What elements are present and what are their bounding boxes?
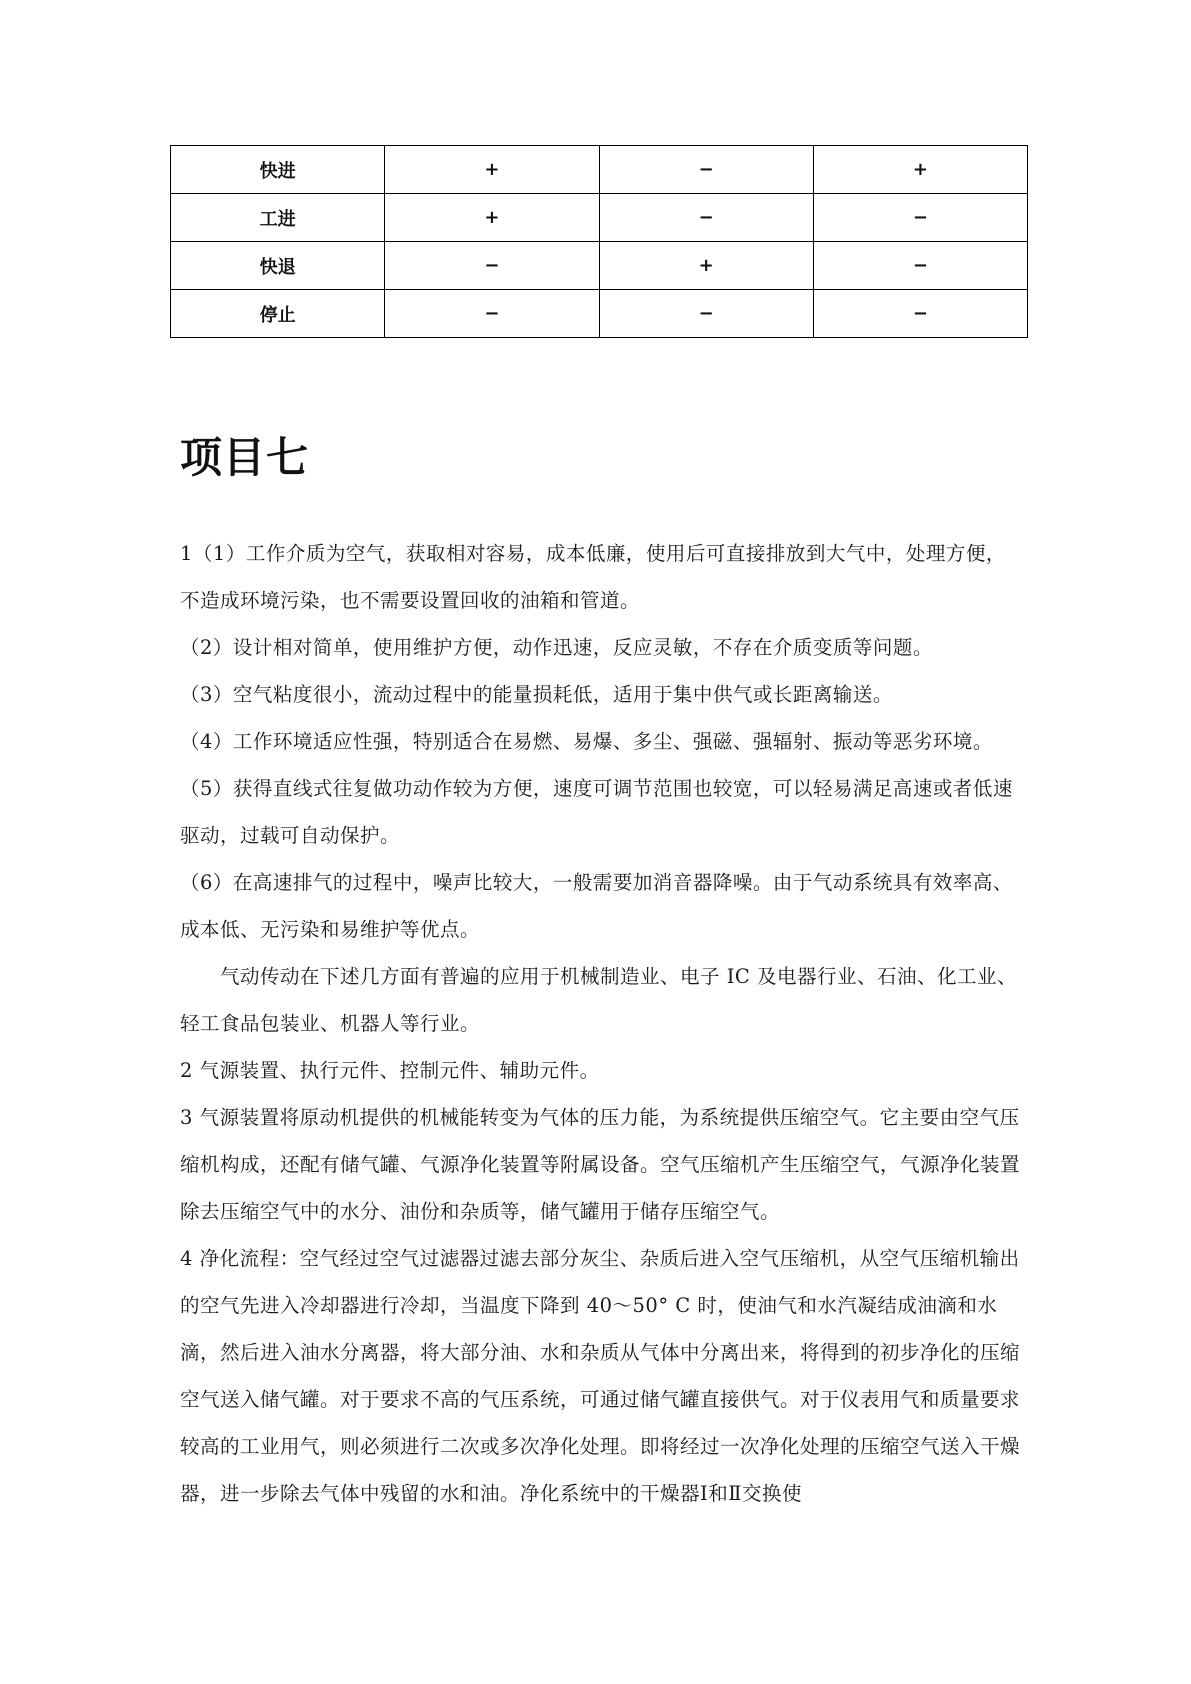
paragraph: 1（1）工作介质为空气，获取相对容易，成本低廉，使用后可直接排放到大气中，处理方便，不造成环境污染，也不需要设置回收的油箱和管道。: [180, 542, 1006, 612]
table-row: [171, 242, 1028, 290]
paragraph: （2）设计相对简单，使用维护方便，动作迅速，反应灵敏，不存在介质变质等问题。: [180, 636, 933, 659]
solenoid-state-table: [170, 145, 1028, 338]
paragraph: 气动传动在下述几方面有普遍的应用于机械制造业、电子 IC 及电器行业、石油、化工业、轻工食品包装业、机器人等行业。: [180, 965, 1018, 1035]
row-label: 工进: [171, 194, 385, 242]
section-heading: 项目七: [180, 433, 310, 482]
table-cell: −: [599, 146, 813, 194]
table-cell: +: [385, 146, 599, 194]
paragraph: 2 气源装置、执行元件、控制元件、辅助元件。: [180, 1059, 600, 1082]
body-text: [180, 530, 1020, 1517]
paragraph: （4）工作环境适应性强，特别适合在易燃、易爆、多尘、强磁、强辐射、振动等恶劣环境。: [180, 730, 993, 753]
table-cell: −: [385, 242, 599, 290]
table-cell: −: [599, 290, 813, 338]
table-cell: +: [813, 146, 1027, 194]
table-row: [171, 146, 1028, 194]
row-label: 快进: [171, 146, 385, 194]
paragraph: （3）空气粘度很小，流动过程中的能量损耗低，适用于集中供气或长距离输送。: [180, 683, 893, 706]
table-cell: −: [813, 194, 1027, 242]
table-cell: +: [385, 194, 599, 242]
table-cell: +: [599, 242, 813, 290]
paragraph: （6）在高速排气的过程中，噪声比较大，一般需要加消音器降噪。由于气动系统具有效率高、成本低、无污染和易维护等优点。: [180, 871, 1013, 941]
paragraph: （5）获得直线式往复做功动作较为方便，速度可调节范围也较宽，可以轻易满足高速或者低速驱动，过载可自动保护。: [180, 777, 1013, 847]
table-row: [171, 290, 1028, 338]
table-cell: −: [813, 290, 1027, 338]
table-cell: −: [813, 242, 1027, 290]
table-row: [171, 194, 1028, 242]
row-label: 停止: [171, 290, 385, 338]
paragraph: 3 气源装置将原动机提供的机械能转变为气体的压力能，为系统提供压缩空气。它主要由空气压缩机构成，还配有储气罐、气源净化装置等附属设备。空气压缩机产生压缩空气，气源净化装置除去压缩空气中的水分、油份和杂质等，储气罐用于储存压缩空气。: [180, 1106, 1021, 1223]
table-cell: −: [385, 290, 599, 338]
row-label: 快退: [171, 242, 385, 290]
paragraph: 4 净化流程：空气经过空气过滤器过滤去部分灰尘、杂质后进入空气压缩机，从空气压缩机输出的空气先进入冷却器进行冷却，当温度下降到 40～50° C 时，使油气和水汽凝结成油滴和水滴，然后进入油水分离器，将大部分油、水和杂质从气体中分离出来，将得到的初步净化的压缩空气送入储气罐。对于要求不高的气压系统，可通过储气罐直接供气。对于仪表用气和质量要求较高的工业用气，则必须进行二次或多次净化处理。即将经过一次净化处理的压缩空气送入干燥器，进一步除去气体中残留的水和油。净化系统中的干燥器Ⅰ和Ⅱ交换使: [180, 1247, 1021, 1505]
table-cell: −: [599, 194, 813, 242]
